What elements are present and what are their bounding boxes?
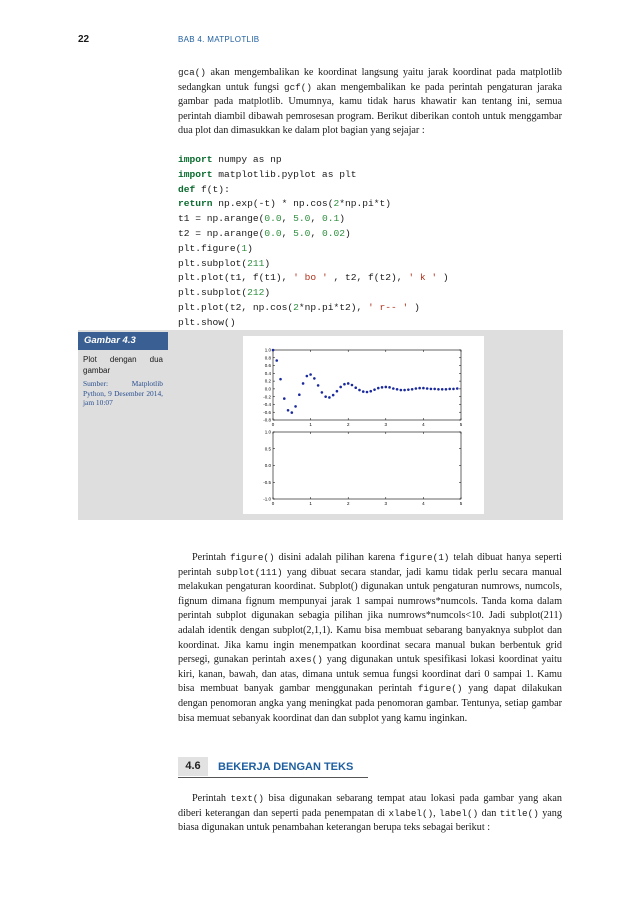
data-point [332,394,335,397]
inline-code: text() [230,793,264,804]
x-tick-label: 1 [309,422,312,427]
x-tick-label: 5 [459,501,463,506]
data-point [317,384,320,387]
data-point [456,387,459,390]
subplot-frame [273,350,461,420]
data-point [415,387,418,390]
code-text: , [310,227,322,239]
data-point [369,390,372,393]
code-text: , t2, f(t2), [327,272,409,284]
code-number: 0.02 [321,227,345,239]
data-point [339,386,342,389]
code-text: plt.subplot( [178,257,248,269]
code-text: ) [408,301,420,313]
y-tick-label: -0.5 [263,479,271,485]
text-run: yang dapat dilakukan dengan penomoran angka yang meningkat pada penomoran gambar. Tentunya, setiap gambar bisa memuat sebanyak koordinat dan dan subplot yang kamu inginkan. [178,683,562,724]
data-point [283,397,286,400]
inline-code: figure(1) [399,552,450,563]
data-point [324,395,327,398]
code-text: plt.plot(t1, f(t1), [178,272,294,284]
data-point [321,391,324,394]
y-tick-label: 0.0 [264,463,271,469]
data-point [441,388,444,391]
code-text: ) [264,287,271,299]
code-number: 0.1 [321,213,340,225]
data-point [381,386,384,389]
code-block [178,153,449,331]
y-tick-label: -0.4 [263,402,271,408]
section-underline [178,777,368,778]
text-run: telah dibuat hanya seperti perintah [178,552,563,578]
code-number: 2 [293,301,299,313]
data-point [358,389,361,392]
data-point [452,388,455,391]
code-text: t2 = np.arange( [178,227,265,239]
subplot-frame [273,432,461,499]
y-tick-label: 1.0 [264,429,271,435]
code-text: matplotlib.pyplot as plt [212,168,357,180]
body-paragraph [178,551,562,726]
data-point [309,373,312,376]
data-point [306,375,309,378]
data-point [347,382,350,385]
code-text: f(t): [195,183,230,195]
data-point [448,388,451,391]
figure-image [243,336,484,514]
text-run: yang digunakan untuk spesifikasi lokasi koordinat yaitu kiri, kanan, bawah, dan atas, dimana untuk semua fungsi koordinat dari 0 sampai 1. Kamu bisa membuat banyak gambar menggunakan perintah [178,654,563,695]
y-tick-label: 1.0 [264,347,271,353]
code-keyword: import [178,154,213,165]
x-tick-label: 2 [346,501,350,506]
text-run: Perintah [192,793,231,804]
data-point [313,377,316,380]
text-run: bisa digunakan sebarang tempat atau lokasi pada gambar yang akan diberi keterangan dan seperti pada penempatan di [178,793,562,819]
code-string: ' bo ' [293,272,328,284]
code-text: ) [264,257,271,269]
code-number: 0.0 [264,213,282,225]
text-run: , [433,807,440,819]
figure-description: Plot dengan dua gambar [83,355,163,375]
data-point [328,396,331,399]
section-number: 4.6 [178,757,208,776]
code-text: ) [437,272,449,284]
inline-code: axes() [289,654,323,666]
x-tick-label: 5 [459,422,463,427]
data-point [302,382,305,385]
code-text: numpy as np [212,154,282,165]
x-tick-label: 3 [384,422,388,427]
x-tick-label: 1 [309,501,312,506]
data-point [400,389,403,392]
data-point [336,390,339,393]
data-point [366,391,369,394]
data-point [291,411,294,414]
code-text: t1 = np.arange( [178,213,265,225]
code-text: *np.pi*t) [339,198,392,210]
data-point [388,386,391,389]
x-tick-label: 4 [422,501,425,506]
code-text: plt.subplot( [178,287,248,299]
code-keyword: def [178,183,196,195]
y-tick-label: 0.0 [264,386,271,392]
intro-paragraph [178,66,562,139]
data-point [437,388,440,391]
text-run: dan [478,807,500,819]
code-string: ' r-- ' [368,301,409,313]
code-number: 1 [241,242,248,254]
data-point [445,388,448,391]
data-point [279,378,282,381]
data-point [403,389,406,392]
figure-label: Gambar 4.3 [78,332,168,350]
data-point [433,388,436,391]
text-run: yang dibuat secara standar, jadi kamu tidak perlu secara manual melakukan pengaturan koordinat. Subplot() digunakan untuk pengaturan numrows, numcols, fignum dimana fignum mempunyai jarak 1 sampai numrows*numcols. Tanda koma dalam perintah subplot digunakan sebagia pilihan jika numrows*numcols<10. Jadi subplot(211) adalah identik dengan subplot(2,1,1). Kamu bisa membuat sebarang banyaknya subplot dan koordinat. Jika kamu ingin menempatkan koordinat secara manual bukan berbentuk grid persegi, gunakan perintah [178,566,562,666]
y-tick-label: 0.2 [264,378,271,384]
code-number: 0.0 [264,227,282,239]
data-point [354,386,357,389]
x-tick-label: 2 [346,422,350,427]
code-number: 5.0 [293,213,311,225]
data-point [422,387,425,390]
data-point [298,393,301,396]
code-text: , [310,213,322,225]
data-point [362,390,365,393]
text-run: akan mengembalikan ke pada perintah pengaturan jaraka gambar pada matplotlib. Umumnya, kamu tidak harus khawatir kan tentang ini, semua perintah diambil dibawah pemrosesan program. Berikut diberikan contoh untuk menggambar dua plot dan dimasukkan ke dalam plot bagian yang sejajar : [178,81,562,137]
inline-code: figure() [229,552,275,563]
code-text: ) [344,227,351,239]
text-run: yang biasa digunakan untuk penambahan keterangan berupa teks sebagai berikut : [178,807,562,834]
inline-code: gcf() [284,81,312,93]
y-tick-label: 0.8 [264,355,271,361]
data-point [294,405,297,408]
section-title: BEKERJA DENGAN TEKS [218,761,354,773]
inline-code: figure() [417,683,463,695]
data-point [343,383,346,386]
code-text: plt.figure( [178,242,242,254]
data-point [287,409,290,412]
data-point [385,386,388,389]
data-point [426,387,429,390]
data-point [411,388,414,391]
code-number: 212 [247,287,265,299]
code-text: , [281,227,294,239]
section-paragraph [178,792,562,836]
y-tick-label: 0.6 [264,363,271,369]
code-text: np.exp(-t) * np.cos( [212,198,334,210]
code-number: 211 [247,257,265,269]
inline-code: xlabel() [388,807,434,819]
x-tick-label: 0 [271,422,275,427]
figure-source: Sumber: Matplotlib Python, 9 Desember 2014, jam 10:07 [83,379,163,407]
code-text: , [281,213,294,225]
code-text: plt.plot(t2, np.cos( [178,301,294,313]
code-text: ) [339,213,345,225]
code-text: plt.show() [178,316,236,328]
data-point [373,388,376,391]
y-tick-label: -1.0 [263,496,271,502]
data-point [396,388,399,391]
data-point [418,387,421,390]
inline-code: subplot(111) [215,566,283,578]
inline-code: title() [499,807,539,819]
code-text: *np.pi*t2), [298,301,369,313]
code-text: ) [247,242,253,254]
code-keyword: import [178,168,213,180]
subplot-figure [243,336,484,514]
data-point [377,387,380,390]
x-tick-label: 3 [384,501,388,506]
inline-code: gca() [178,67,206,78]
text-run: disini adalah pilihan karena [274,552,400,563]
data-point [272,349,275,352]
text-run: akan mengembalikan ke koordinat langsung yaitu jarak koordinat pada matplotlib sedangkan untuk fungsi [178,67,562,93]
code-keyword: return [178,198,213,210]
y-tick-label: 0.5 [264,446,271,452]
x-tick-label: 0 [271,501,275,506]
y-tick-label: 0.4 [264,370,271,376]
code-number: 2 [333,198,340,210]
data-point [407,388,410,391]
data-point [351,384,354,387]
data-point [430,388,433,391]
y-tick-label: -0.6 [263,409,271,415]
y-tick-label: -0.2 [263,394,271,400]
x-tick-label: 4 [422,422,425,427]
data-point [275,359,278,362]
page-number: 22 [78,34,90,45]
code-string: ' k ' [408,272,438,284]
inline-code: label() [439,807,479,819]
y-tick-label: -0.8 [263,417,271,423]
chapter-header: BAB 4. MATPLOTLIB [178,35,260,44]
data-point [392,387,395,390]
text-run: Perintah [192,552,230,563]
code-number: 5.0 [293,227,311,239]
